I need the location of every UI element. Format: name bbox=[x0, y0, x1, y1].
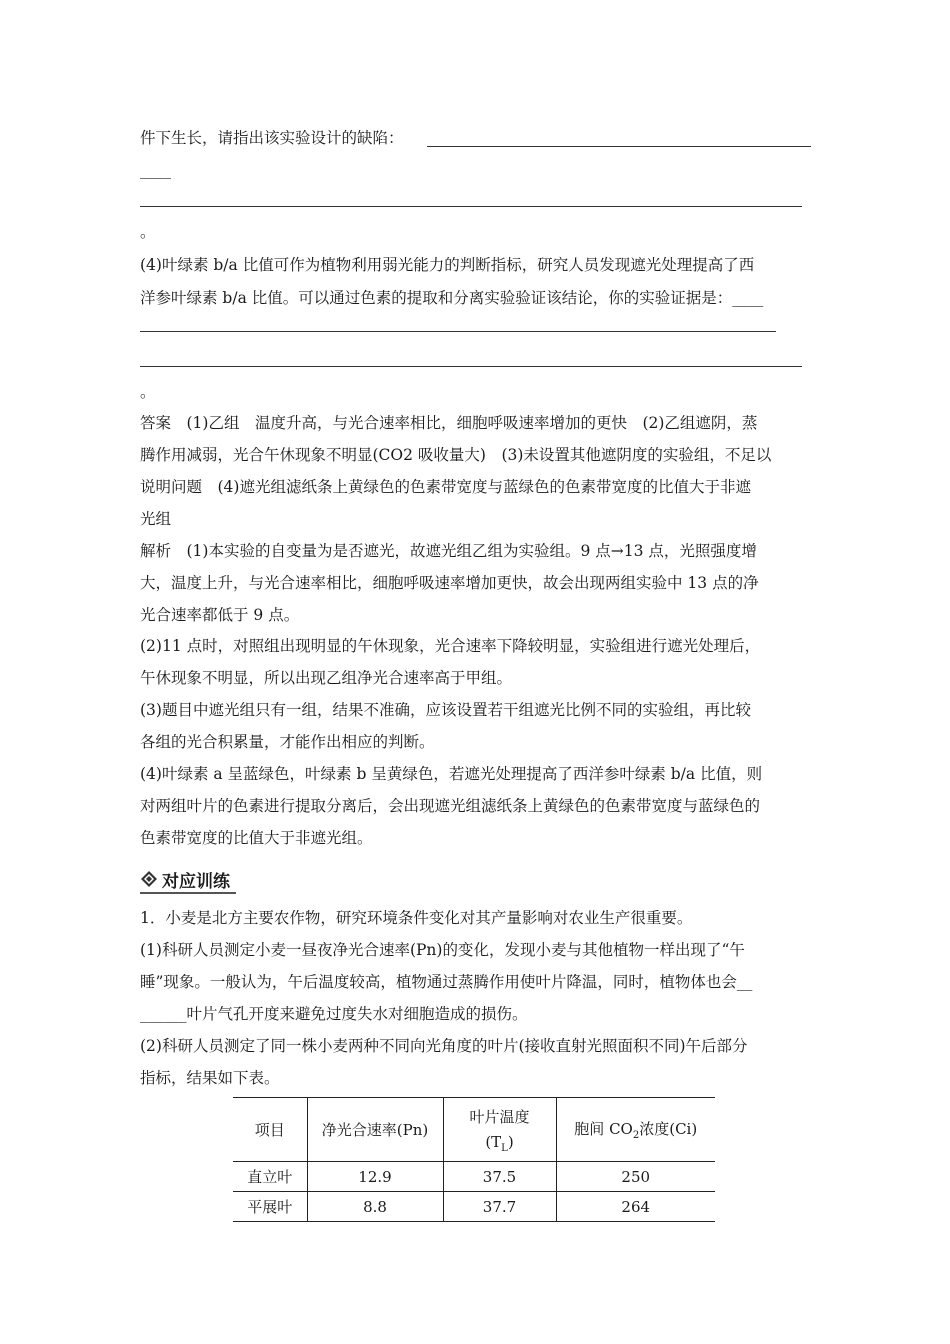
answer-blank bbox=[140, 331, 776, 332]
analysis-line: 解析 (1)本实验的自变量为是否遮光，故遮光组乙组为实验组。9 点→13 点，光照强度增 bbox=[140, 542, 757, 560]
header-pn: 净光合速率(Pn) bbox=[307, 1098, 443, 1162]
section-title: 对应训练 bbox=[162, 871, 230, 892]
results-table bbox=[233, 1097, 715, 1222]
answer-line: 说明问题 (4)遮光组滤纸条上黄绿色的色素带宽度与蓝绿色的色素带宽度的比值大于非遮 bbox=[140, 478, 751, 496]
table-header-row bbox=[233, 1098, 715, 1162]
analysis-line: 大，温度上升，与光合速率相比，细胞呼吸速率增加更快，故会出现两组实验中 13 点的净 bbox=[140, 574, 759, 592]
question-line: (2)科研人员测定了同一株小麦两种不同向光角度的叶片(接收直射光照面积不同)午后部分 bbox=[140, 1037, 748, 1055]
answer-blank bbox=[427, 146, 811, 147]
header-ci: 胞间 $CO_2$浓度(Ci) bbox=[556, 1098, 715, 1162]
analysis-line: (4)叶绿素 a 呈蓝绿色，叶绿素 b 呈黄绿色，若遮光处理提高了西洋参叶绿素 b/a 比值，则 bbox=[140, 765, 763, 783]
analysis-line: 各组的光合积累量，才能作出相应的判断。 bbox=[140, 733, 435, 751]
analysis-line: 对两组叶片的色素进行提取分离后，会出现遮光组滤纸条上黄绿色的色素带宽度与蓝绿色的 bbox=[140, 797, 761, 815]
table-row: 平展叶 8.8 37.7 264 bbox=[233, 1192, 715, 1222]
analysis-line: 色素带宽度的比值大于非遮光组。 bbox=[140, 829, 373, 847]
diamond-icon bbox=[140, 870, 158, 888]
question-line: 1．小麦是北方主要农作物，研究环境条件变化对其产量影响对农业生产很重要。 bbox=[140, 909, 693, 927]
question-line: 睡”现象。一般认为，午后温度较高，植物通过蒸腾作用使叶片降温，同时，植物体也会__ bbox=[140, 973, 753, 991]
text-line: 。 bbox=[140, 383, 156, 401]
question-line: ______叶片气孔开度来避免过度失水对细胞造成的损伤。 bbox=[140, 1005, 528, 1023]
text-line: (4)叶绿素 b/a 比值可作为植物利用弱光能力的判断指标，研究人员发现遮光处理提高了西 bbox=[140, 256, 755, 274]
question-line: (1)科研人员测定小麦一昼夜净光合速率(Pn)的变化，发现小麦与其他植物一样出现了“午 bbox=[140, 941, 745, 959]
text-line: ____ bbox=[140, 161, 171, 179]
header-item: 项目 bbox=[233, 1098, 307, 1162]
answer-line: 腾作用减弱，光合午休现象不明显(CO2 吸收量大) (3)未设置其他遮阴度的实验组，不足以 bbox=[140, 446, 772, 464]
section-heading bbox=[140, 866, 230, 892]
analysis-line: (2)11 点时，对照组出现明显的午休现象，光合速率下降较明显，实验组进行遮光处理后， bbox=[140, 637, 761, 655]
text-line: 。 bbox=[140, 223, 156, 241]
text-line: 件下生长，请指出该实验设计的缺陷： bbox=[140, 129, 404, 147]
analysis-line: 光合速率都低于 9 点。 bbox=[140, 606, 300, 624]
answer-blank bbox=[140, 206, 802, 207]
table-row: 直立叶 12.9 37.5 250 bbox=[233, 1162, 715, 1192]
section-underline bbox=[140, 892, 236, 894]
analysis-line: 午休现象不明显，所以出现乙组净光合速率高于甲组。 bbox=[140, 669, 513, 687]
header-leaf-temp: 叶片温度 $(T_L)$ bbox=[443, 1098, 556, 1162]
answer-blank bbox=[140, 366, 802, 367]
answer-line: 答案 (1)乙组 温度升高，与光合速率相比，细胞呼吸速率增加的更快 (2)乙组遮阴，蒸 bbox=[140, 414, 758, 432]
text-line: 洋参叶绿素 b/a 比值。可以通过色素的提取和分离实验验证该结论，你的实验证据是：____ bbox=[140, 289, 764, 307]
question-line: 指标，结果如下表。 bbox=[140, 1069, 280, 1087]
answer-line: 光组 bbox=[140, 510, 172, 528]
analysis-line: (3)题目中遮光组只有一组，结果不准确，应该设置若干组遮光比例不同的实验组，再比较 bbox=[140, 701, 751, 719]
